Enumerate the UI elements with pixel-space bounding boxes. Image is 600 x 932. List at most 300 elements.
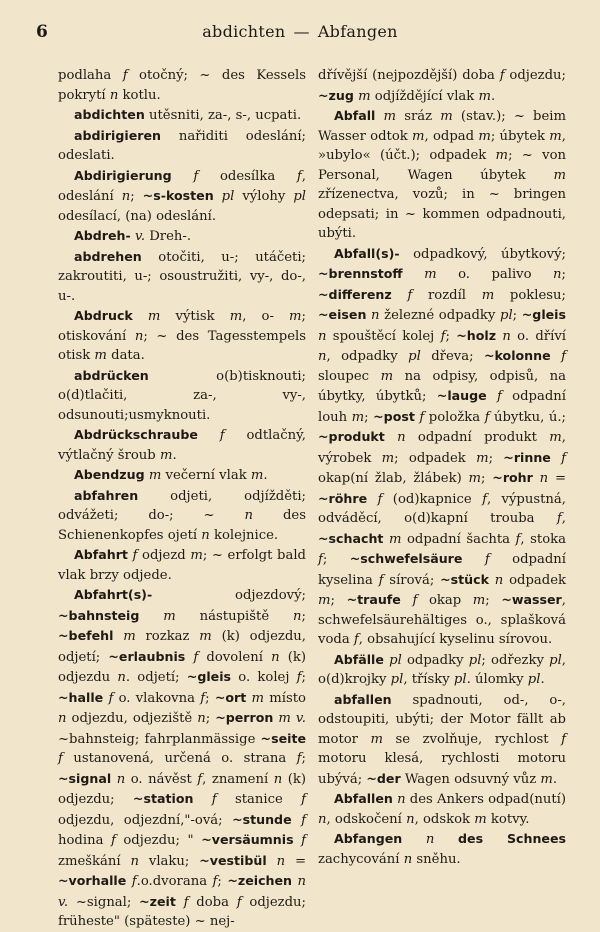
grammar-label: v.: [134, 229, 146, 244]
definition-text: (od)kapnice: [382, 491, 483, 507]
definition-text: odpadní kyselina: [318, 552, 566, 588]
headword: ~brennstoff: [318, 266, 403, 281]
definition-text: ;: [485, 593, 502, 608]
dictionary-entry: [58, 306, 306, 366]
grammar-label: m: [250, 468, 264, 483]
grammar-label: m: [190, 548, 203, 563]
definition-text: , odeslání: [58, 168, 306, 204]
grammar-label: f: [110, 833, 116, 848]
grammar-label: n: [271, 649, 280, 665]
dictionary-entry: [318, 244, 566, 650]
definition-text: , o(d)krojky: [318, 652, 566, 687]
definition-text: podlaha: [58, 68, 123, 83]
definition-text: nástupiště: [175, 608, 294, 624]
grammar-label: m: [478, 88, 491, 104]
grammar-label: n: [397, 430, 406, 445]
grammar-label: f: [122, 68, 128, 83]
grammar-label: f: [419, 409, 425, 425]
definition-text: [113, 629, 123, 644]
headword: abfahren: [74, 487, 139, 503]
grammar-label: n: [371, 308, 380, 323]
definition-text: odesílací, (na) odeslání.: [58, 208, 217, 224]
grammar-label: m: [123, 629, 136, 644]
definition-text: ~signal;: [68, 894, 140, 910]
definition-text: doba: [188, 894, 237, 910]
dictionary-entry: [58, 66, 306, 105]
definition-text: ;: [205, 690, 215, 706]
definition-text: odjezdový;: [152, 588, 306, 603]
definition-text: odjeti, odjížděti; odvážeti; do-; ~: [58, 488, 306, 523]
grammar-label: f: [193, 168, 199, 184]
headword: ~eisen: [318, 307, 367, 322]
grammar-label: f: [484, 409, 490, 425]
definition-text: odjezdu; früheste" (späteste) ~ nej-: [58, 894, 306, 929]
definition-text: odesílka: [198, 168, 297, 184]
definition-text: ,: [561, 511, 566, 526]
grammar-label: n: [553, 267, 562, 282]
grammar-label: m: [478, 128, 491, 144]
dictionary-entry: [58, 486, 306, 546]
grammar-label: f: [561, 349, 566, 364]
headword: Abendzug: [74, 467, 145, 482]
grammar-label: f: [515, 531, 521, 547]
definition-text: zachycování: [318, 851, 404, 867]
grammar-label: f: [556, 511, 562, 526]
definition-text: [367, 492, 377, 507]
grammar-label: f: [296, 751, 302, 766]
definition-text: [133, 309, 148, 324]
page-number: 6: [36, 22, 48, 42]
definition-text: [172, 169, 194, 184]
grammar-label: m: [351, 409, 365, 425]
right-column: [318, 66, 566, 869]
definition-text: spadnouti, od-, o-, odstoupiti, ubýti; der Motor fällt ab motor: [318, 692, 566, 747]
grammar-label: n: [116, 771, 126, 787]
headword: ~perron: [215, 710, 274, 725]
headword: ~schacht: [318, 530, 384, 546]
definition-text: [487, 389, 497, 404]
definition-text: , odskočení: [326, 811, 407, 827]
grammar-label: f: [200, 690, 206, 706]
headword: ~zug: [318, 87, 354, 103]
definition-text: rozkaz: [135, 629, 200, 644]
dictionary-entry: [58, 247, 306, 307]
definition-text: (k) odjezdu: [58, 649, 306, 685]
headword: ~lauge: [436, 388, 487, 403]
grammar-label: f: [482, 491, 487, 507]
left-column: [58, 66, 306, 932]
definition-text: sněhu.: [412, 851, 461, 867]
grammar-label: f: [58, 751, 63, 766]
grammar-label: n: [121, 189, 131, 204]
grammar-label: m: [251, 690, 265, 706]
grammar-label: m: [370, 731, 384, 747]
headword: ~zeit: [139, 893, 176, 909]
headword: abdrücken: [74, 367, 149, 383]
grammar-label: n: [494, 572, 504, 588]
definition-text: okap(ní žlab, žlábek): [318, 471, 469, 486]
definition-text: =: [285, 853, 307, 869]
dictionary-entry: [318, 829, 566, 869]
definition-text: odtlačný, výtlačný šroub: [58, 428, 306, 463]
grammar-label: n: [273, 771, 283, 787]
headword: ~produkt: [318, 429, 385, 444]
grammar-label: n: [318, 349, 327, 364]
grammar-label: f: [412, 593, 418, 608]
grammar-label: f: [296, 168, 302, 184]
definition-text: . odjetí;: [125, 670, 187, 685]
definition-text: [292, 813, 301, 828]
definition-text: des Schienenkopfes ojetí: [58, 508, 306, 543]
grammar-label: f: [296, 670, 302, 685]
grammar-label: n: [58, 711, 67, 726]
definition-text: [403, 267, 424, 282]
definition-text: sloupec: [318, 368, 381, 384]
definition-text: ; ~ von Personal, Wagen úbytek: [318, 148, 566, 183]
headword: Abfangen: [334, 831, 403, 846]
definition-text: [176, 895, 184, 910]
definition-text: [392, 288, 408, 303]
definition-text: .: [552, 771, 558, 787]
grammar-label: pl: [293, 189, 306, 204]
headword: Abdrückschraube: [74, 427, 198, 442]
definition-text: o. návěst: [125, 771, 198, 787]
definition-text: odpadní produkt: [405, 430, 550, 445]
definition-text: .: [172, 447, 177, 463]
headword: ~stunde: [232, 811, 292, 827]
grammar-label: n: [539, 471, 549, 486]
definition-text: des Ankers odpad(nutí): [405, 792, 566, 807]
running-head: [0, 22, 600, 41]
definition-text: vlaku;: [138, 853, 200, 869]
definition-text: odjezdu, odjeziště: [66, 711, 198, 726]
grammar-label: f: [301, 833, 306, 848]
dictionary-entry: [58, 585, 306, 932]
grammar-label: n: [197, 711, 206, 726]
definition-text: ;: [488, 450, 504, 466]
grammar-label: m: [289, 309, 302, 324]
grammar-label: f: [131, 874, 137, 889]
grammar-label: m: [358, 88, 371, 104]
definition-text: [401, 593, 413, 608]
headword: ~erlaubnis: [108, 648, 186, 664]
definition-text: výlohy: [234, 189, 294, 204]
definition-text: [375, 109, 383, 124]
dictionary-entry: [58, 166, 306, 227]
grammar-label: f: [484, 552, 490, 567]
dictionary-entry: [58, 126, 306, 166]
definition-text: sráz: [396, 109, 441, 124]
definition-text: zřízenectva, vozů; in ~ bringen odepsati; in ~ kommen odpadnouti, ubýti.: [318, 187, 566, 241]
grammar-label: m: [549, 128, 562, 144]
grammar-label: n: [244, 508, 254, 523]
definition-text: .: [491, 88, 496, 104]
definition-text: sírová;: [383, 572, 441, 588]
definition-text: poklesu;: [494, 287, 566, 303]
grammar-label: m: [380, 368, 394, 384]
grammar-label: pl: [527, 672, 541, 687]
definition-text: .: [540, 672, 545, 687]
definition-text: , obsahující kyselinu sírovou.: [358, 632, 553, 647]
grammar-label: f: [440, 328, 446, 344]
grammar-label: f: [561, 731, 566, 747]
dictionary-entry: [58, 226, 306, 247]
headword: Abdreh-: [74, 228, 131, 243]
headword: ~wasser: [501, 592, 562, 607]
grammar-label: m: [383, 109, 397, 124]
definition-text: ;: [481, 471, 493, 486]
grammar-label: n: [318, 328, 327, 344]
grammar-label: n: [318, 811, 327, 827]
definition-text: kotvy.: [486, 811, 530, 827]
grammar-label: f: [407, 287, 413, 303]
definition-text: kolejnice.: [209, 527, 279, 543]
grammar-label: f: [193, 649, 199, 665]
definition-text: (k) odjezdu;: [58, 771, 306, 807]
definition-text: ; ~ erfolgt bald vlak brzy odjede.: [58, 548, 306, 583]
definition-text: [385, 430, 397, 445]
definition-text: motoru klesá, rychlosti motoru ubývá;: [318, 751, 566, 787]
definition-text: [193, 792, 211, 807]
grammar-label: f: [499, 68, 505, 83]
headword: ~s-kosten: [142, 188, 214, 203]
headword: ~gleis: [186, 669, 232, 684]
dictionary-entry: [58, 366, 306, 426]
definition-text: , »ubylo« (účt.); odpadek: [318, 128, 566, 163]
grammar-label: n v.: [58, 874, 306, 910]
grammar-label: m: [412, 128, 425, 144]
definition-text: o. palivo: [436, 267, 554, 282]
grammar-label: m: [381, 450, 395, 466]
grammar-label: pl: [221, 189, 235, 204]
headword: ~vestibül: [199, 852, 267, 868]
headword: des Schnees: [458, 831, 566, 846]
grammar-label: n: [293, 608, 302, 624]
definition-text: zmeškání: [58, 853, 131, 869]
definition-text: odpadek: [503, 572, 567, 588]
definition-text: [294, 833, 302, 848]
headword: ~seite: [260, 730, 306, 746]
grammar-label: f: [183, 894, 189, 910]
definition-text: .o.dvorana: [136, 874, 213, 889]
headword: ~differenz: [318, 286, 392, 302]
headword: ~bahnsteig: [58, 607, 140, 623]
definition-text: , stoka: [520, 531, 566, 547]
definition-text: o(b)tisknouti; o(d)tlačiti, za-, vy-, odsunouti;usmyknouti.: [58, 368, 306, 423]
dictionary-entry: [318, 789, 566, 829]
grammar-label: f: [318, 552, 323, 567]
definition-text: , odskok: [414, 811, 475, 827]
definition-text: [551, 451, 561, 466]
headword: ~kolonne: [483, 348, 551, 363]
grammar-label: pl: [549, 652, 562, 668]
grammar-label: m v.: [278, 711, 306, 726]
definition-text: , třísky: [403, 672, 454, 687]
grammar-label: m: [553, 167, 566, 183]
grammar-label: m: [318, 593, 331, 608]
grammar-label: n: [425, 832, 435, 847]
definition-text: kotlu.: [118, 87, 161, 103]
definition-text: . úlomky: [466, 672, 528, 687]
headword: ~befehl: [58, 628, 114, 643]
definition-text: okap: [417, 593, 473, 608]
definition-text: =: [548, 471, 566, 486]
definition-text: o. dříví: [510, 328, 566, 344]
definition-text: železné odpadky: [379, 308, 500, 323]
definition-text: ; ~ des Tagesstempels otisk: [58, 328, 307, 363]
headword: Abfall: [334, 108, 376, 123]
definition-text: dřeva;: [420, 349, 484, 364]
definition-text: ;: [301, 670, 306, 685]
grammar-label: n: [276, 853, 286, 869]
headword: ~holz: [456, 327, 497, 343]
grammar-label: m: [148, 468, 162, 483]
definition-text: , odpad: [424, 128, 479, 144]
definition-text: ;: [130, 189, 143, 204]
definition-text: ;: [330, 593, 347, 608]
grammar-label: f: [378, 572, 384, 588]
definition-text: výtisk: [160, 309, 230, 324]
dictionary-entry: [318, 650, 566, 690]
definition-text: otočný; ~ des Kessels pokrytí: [58, 68, 306, 103]
definition-text: úbytku, ú.;: [489, 409, 566, 425]
definition-text: odjezdu;: [504, 68, 566, 83]
grammar-label: f: [301, 812, 306, 828]
headword: ~halle: [58, 689, 104, 705]
grammar-label: m: [495, 148, 509, 163]
definition-text: dovolení: [198, 649, 272, 665]
dictionary-entry: [58, 105, 306, 126]
headword: ~traufe: [346, 592, 401, 607]
definition-text: odpadní šachta: [401, 531, 516, 547]
definition-text: data.: [106, 348, 145, 363]
headword: ~rinne: [503, 449, 551, 465]
definition-text: [139, 609, 163, 624]
definition-text: ;: [512, 308, 522, 323]
definition-text: , o-: [242, 309, 290, 324]
grammar-label: m: [94, 348, 107, 363]
definition-text: [551, 349, 561, 364]
definition-text: ; úbytek: [490, 128, 550, 144]
headword: ~der: [366, 770, 401, 786]
definition-text: ;: [322, 552, 350, 567]
headword: Abfallen: [334, 791, 393, 806]
definition-text: , znamení: [202, 771, 274, 787]
definition-text: položka: [424, 409, 485, 425]
grammar-label: m: [468, 471, 482, 486]
grammar-label: pl: [500, 308, 513, 323]
definition-text: místo: [264, 690, 306, 706]
grammar-label: f: [301, 792, 306, 807]
grammar-label: n: [109, 87, 119, 103]
dictionary-entry: [58, 545, 306, 585]
definition-text: ; odpadek: [394, 450, 477, 466]
grammar-label: m: [440, 109, 453, 124]
headword: Abfall(s)-: [334, 245, 400, 261]
grammar-label: f: [212, 874, 218, 889]
dictionary-entry: [58, 465, 306, 486]
grammar-label: f: [561, 450, 567, 466]
grammar-label: f: [211, 792, 217, 807]
grammar-label: m: [476, 450, 489, 466]
running-head-dash: —: [293, 22, 310, 41]
dictionary-entry: [318, 66, 566, 106]
definition-text: odjíždějící vlak: [370, 88, 479, 104]
grammar-label: f: [132, 548, 138, 563]
definition-text: [198, 428, 220, 443]
definition-text: odpadní louh: [318, 389, 567, 425]
definition-text: odjezdu, odjezdní,"-ová;: [58, 812, 233, 828]
definition-text: hodina: [58, 833, 111, 848]
definition-text: [434, 832, 458, 847]
grammar-label: pl: [408, 349, 421, 364]
headword: Abfahrt: [74, 547, 128, 562]
definition-text: [533, 471, 540, 486]
definition-text: nařiditi odeslání; odeslati.: [58, 128, 306, 163]
grammar-label: m: [481, 287, 495, 303]
grammar-label: f: [197, 771, 203, 787]
definition-text: ;: [205, 711, 216, 726]
grammar-label: f: [353, 632, 359, 647]
definition-text: spouštěcí kolej: [326, 328, 441, 344]
grammar-label: m: [474, 811, 487, 827]
definition-text: [462, 552, 484, 567]
definition-text: odjezd: [137, 548, 191, 563]
grammar-label: m: [229, 309, 243, 324]
definition-text: večerní vlak: [161, 468, 251, 483]
definition-text: o. kolej: [231, 670, 297, 685]
definition-text: ;: [301, 608, 306, 624]
definition-text: .: [263, 468, 268, 483]
headword: Abdirigierung: [74, 167, 172, 183]
definition-text: otočiti, u-; utáčeti; zakroutiti, u-; osoustružiti, vy-, do-, u-.: [58, 249, 306, 304]
grammar-label: n: [201, 527, 210, 543]
definition-text: [402, 832, 426, 847]
definition-text: ~bahnsteig; fahrplanmässige: [58, 731, 261, 747]
definition-text: rozdíl: [412, 287, 482, 303]
definition-text: utěsniti, za-, s-, ucpati.: [144, 108, 302, 123]
definition-text: (k) odjezdu, odjetí;: [58, 629, 306, 665]
grammar-label: n: [403, 851, 413, 867]
definition-text: ; otiskování: [58, 309, 306, 344]
dictionary-entry: [318, 690, 566, 790]
grammar-label: n: [130, 853, 139, 869]
grammar-label: m: [472, 593, 486, 608]
headword: ~gleis: [521, 307, 566, 322]
headword: ~signal: [58, 770, 112, 786]
grammar-label: m: [159, 447, 173, 463]
definition-text: ;: [364, 409, 374, 425]
definition-text: ;: [561, 267, 566, 282]
definition-text: ; odřezky: [481, 652, 550, 668]
grammar-label: m: [388, 531, 402, 547]
headword: ~schwefelsäure: [349, 551, 463, 566]
grammar-label: n: [502, 328, 511, 344]
definition-text: ;: [301, 751, 306, 766]
definition-text: [267, 854, 277, 869]
grammar-label: f: [377, 491, 383, 507]
running-head-first: abdichten: [202, 22, 286, 41]
headword: ~zeichen: [227, 873, 293, 888]
grammar-label: m: [147, 309, 161, 324]
headword: Abfahrt(s)-: [74, 587, 153, 602]
definition-text: odjezdu; ": [115, 833, 194, 848]
definition-text: (stav.); ~ beim Wasser odtok: [318, 109, 566, 144]
grammar-label: f: [219, 428, 225, 443]
running-head-last: Abfangen: [317, 22, 398, 41]
grammar-label: m: [199, 629, 212, 644]
definition-text: odpadky: [401, 652, 469, 668]
